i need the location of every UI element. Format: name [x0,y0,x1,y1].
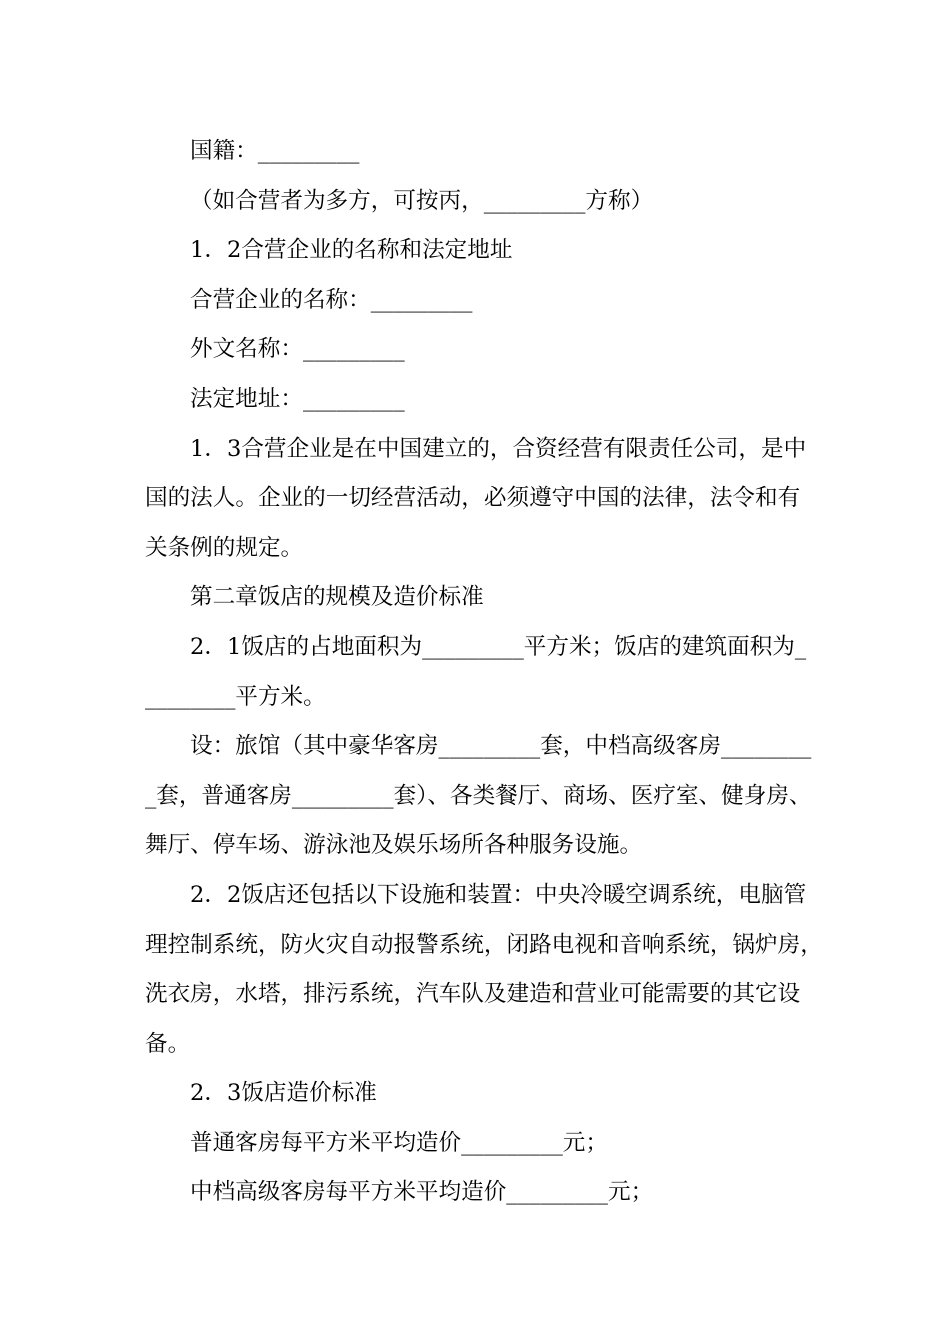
standard-room-cost-field: 普通客房每平方米平均造价_________元； [190,1129,608,1156]
section-1-2-heading: 1．2合营企业的名称和法定地址 [190,237,513,264]
foreign-name-field: 外文名称：_________ [190,336,405,363]
mid-grade-room-cost-field: 中档高级客房每平方米平均造价_________元； [190,1179,654,1206]
facilities-line-1: 设：旅馆（其中豪华客房_________套，中档高级客房________ [190,733,812,760]
section-2-2-line-1: 2．2饭店还包括以下设施和装置：中央冷暖空调系统，电脑管 [190,881,807,908]
multi-party-note: （如合营者为多方，可按丙，_________方称） [190,187,654,214]
section-2-1-line-1: 2．1饭店的占地面积为_________平方米；饭店的建筑面积为_ [190,633,807,660]
chapter-2-heading: 第二章饭店的规模及造价标准 [190,584,484,611]
nationality-field: 国籍：_________ [190,138,360,164]
section-2-1-line-2: ________平方米。 [145,683,326,710]
section-1-3-line-2: 国的法人。企业的一切经营活动，必须遵守中国的法律，法令和有 [145,485,801,512]
section-2-2-line-2: 理控制系统，防火灾自动报警系统，闭路电视和音响系统，锅炉房， [145,931,823,958]
section-1-3-line-3: 关条例的规定。 [145,534,304,561]
section-1-3-line-1: 1．3合营企业是在中国建立的，合资经营有限责任公司，是中 [190,435,807,462]
section-2-2-line-3: 洗衣房，水塔，排污系统，汽车队及建造和营业可能需要的其它设 [145,981,801,1008]
facilities-line-3: 舞厅、停车场、游泳池及娱乐场所各种服务设施。 [145,832,643,859]
document-body [0,127,950,1218]
facilities-line-2: _套，普通客房_________套）、各类餐厅、商场、医疗室、健身房、 [145,782,812,809]
legal-address-field: 法定地址：_________ [190,385,405,412]
section-2-2-line-4: 备。 [145,1030,191,1057]
jv-name-field: 合营企业的名称：_________ [190,286,473,313]
section-2-3-heading: 2．3饭店造价标准 [190,1080,377,1107]
